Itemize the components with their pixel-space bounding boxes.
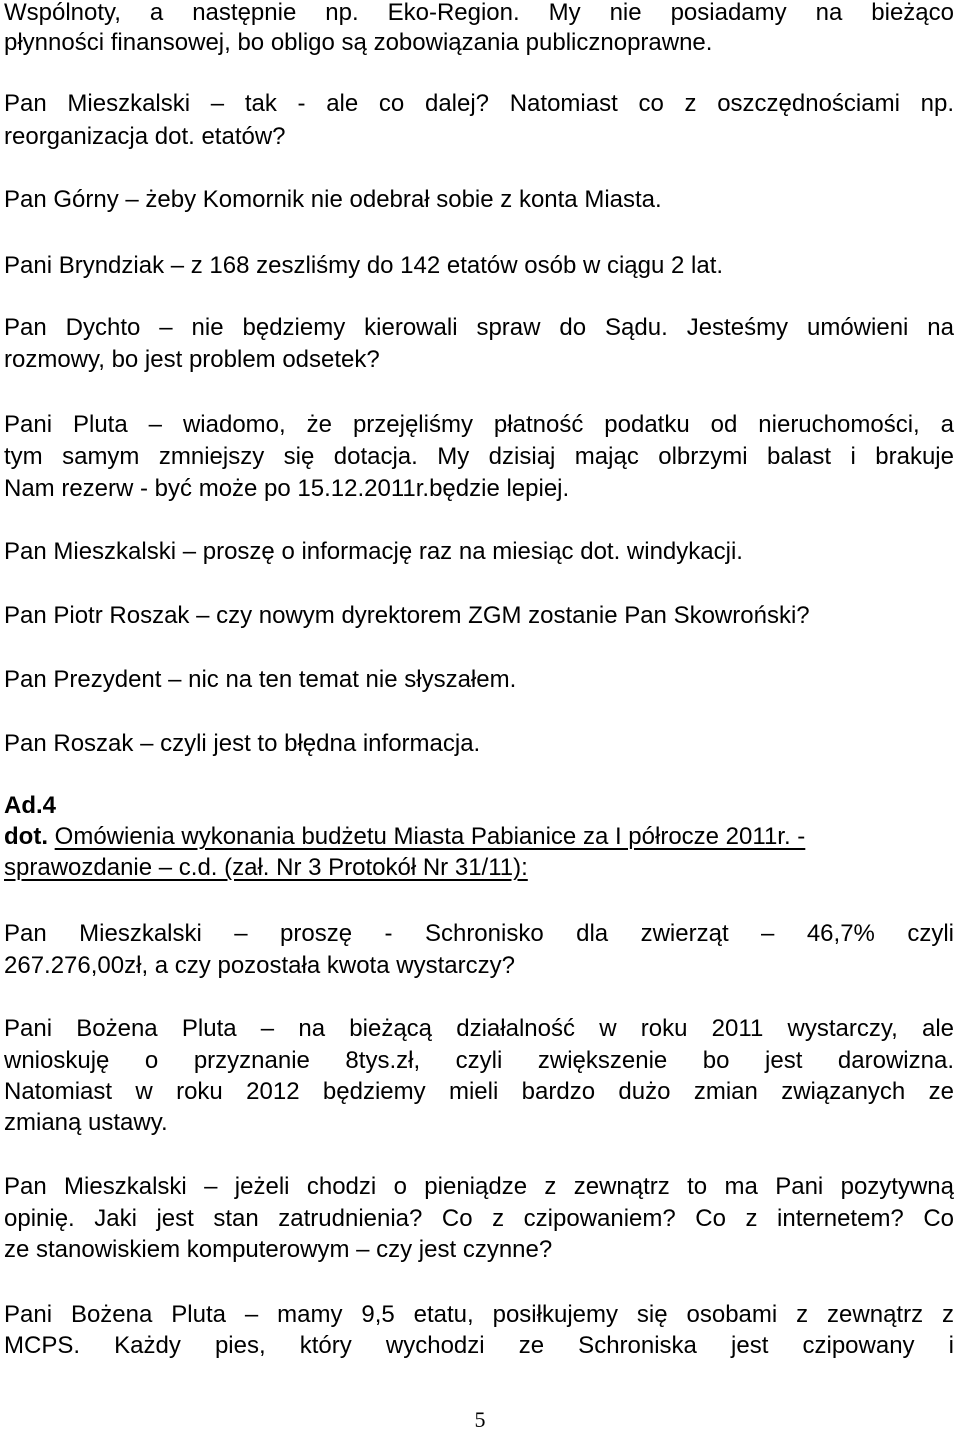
section-heading: Ad.4 — [4, 792, 57, 819]
text-line: Pan Mieszkalski – proszę - Schronisko dla zwierząt – 46,7% czyli — [4, 920, 954, 947]
text-line: MCPS. Każdy pies, który wychodzi ze Schroniska jest czipowany i — [4, 1332, 954, 1359]
text-line: Natomiast w roku 2012 będziemy mieli bardzo dużo zmian związanych ze — [4, 1078, 954, 1105]
text-line: reorganizacja dot. etatów? — [4, 123, 286, 150]
text-line: płynności finansowej, bo obligo są zobowiązania publicznoprawne. — [4, 29, 713, 56]
agenda-item-title-continued: sprawozdanie – c.d. (zał. Nr 3 Protokół Nr 31/11): — [4, 854, 528, 881]
text-line: Pan Górny – żeby Komornik nie odebrał sobie z konta Miasta. — [4, 186, 662, 213]
text-line: Pani Pluta – wiadomo, że przejęliśmy płatność podatku od nieruchomości, a — [4, 411, 954, 438]
text-line: Nam rezerw - być może po 15.12.2011r.będzie lepiej. — [4, 475, 570, 502]
text-line: Wspólnoty, a następnie np. Eko-Region. My nie posiadamy na bieżąco — [4, 0, 954, 26]
text-line: rozmowy, bo jest problem odsetek? — [4, 346, 380, 373]
text-line: wnioskuję o przyznanie 8tys.zł, czyli zwiększenie bo jest darowizna. — [4, 1047, 954, 1074]
text-line: Pan Piotr Roszak – czy nowym dyrektorem ZGM zostanie Pan Skowroński? — [4, 602, 810, 629]
text-line: Pan Mieszkalski – tak - ale co dalej? Natomiast co z oszczędnościami np. — [4, 90, 954, 117]
text-line: opinię. Jaki jest stan zatrudnienia? Co z czipowaniem? Co z internetem? Co — [4, 1205, 954, 1232]
text-line: Pan Mieszkalski – proszę o informację raz na miesiąc dot. windykacji. — [4, 538, 743, 565]
agenda-item-line — [4, 822, 805, 852]
text-line: tym samym zmniejszy się dotacja. My dzisiaj mając olbrzymi balast i brakuje — [4, 443, 954, 470]
text-line: Pan Roszak – czyli jest to błędna informacja. — [4, 730, 481, 757]
agenda-item-prefix: dot. — [4, 823, 55, 850]
text-line: 267.276,00zł, a czy pozostała kwota wystarczy? — [4, 952, 515, 979]
text-line: Pani Bożena Pluta – na bieżącą działalność w roku 2011 wystarczy, ale — [4, 1015, 954, 1042]
text-line: Pan Mieszkalski – jeżeli chodzi o pieniądze z zewnątrz to ma Pani pozytywną — [4, 1173, 954, 1200]
text-line: ze stanowiskiem komputerowym – czy jest czynne? — [4, 1236, 553, 1263]
page-number: 5 — [474, 1407, 486, 1432]
text-line: Pani Bryndziak – z 168 zeszliśmy do 142 etatów osób w ciągu 2 lat. — [4, 252, 724, 279]
text-line: Pan Prezydent – nic na ten temat nie słyszałem. — [4, 666, 517, 693]
agenda-item-title: Omówienia wykonania budżetu Miasta Pabianice za I półrocze 2011r. - — [54, 823, 806, 850]
text-line: Pani Bożena Pluta – mamy 9,5 etatu, posiłkujemy się osobami z zewnątrz z — [4, 1301, 954, 1328]
text-line: zmianą ustawy. — [4, 1109, 168, 1136]
text-line: Pan Dychto – nie będziemy kierowali spraw do Sądu. Jesteśmy umówieni na — [4, 314, 954, 341]
